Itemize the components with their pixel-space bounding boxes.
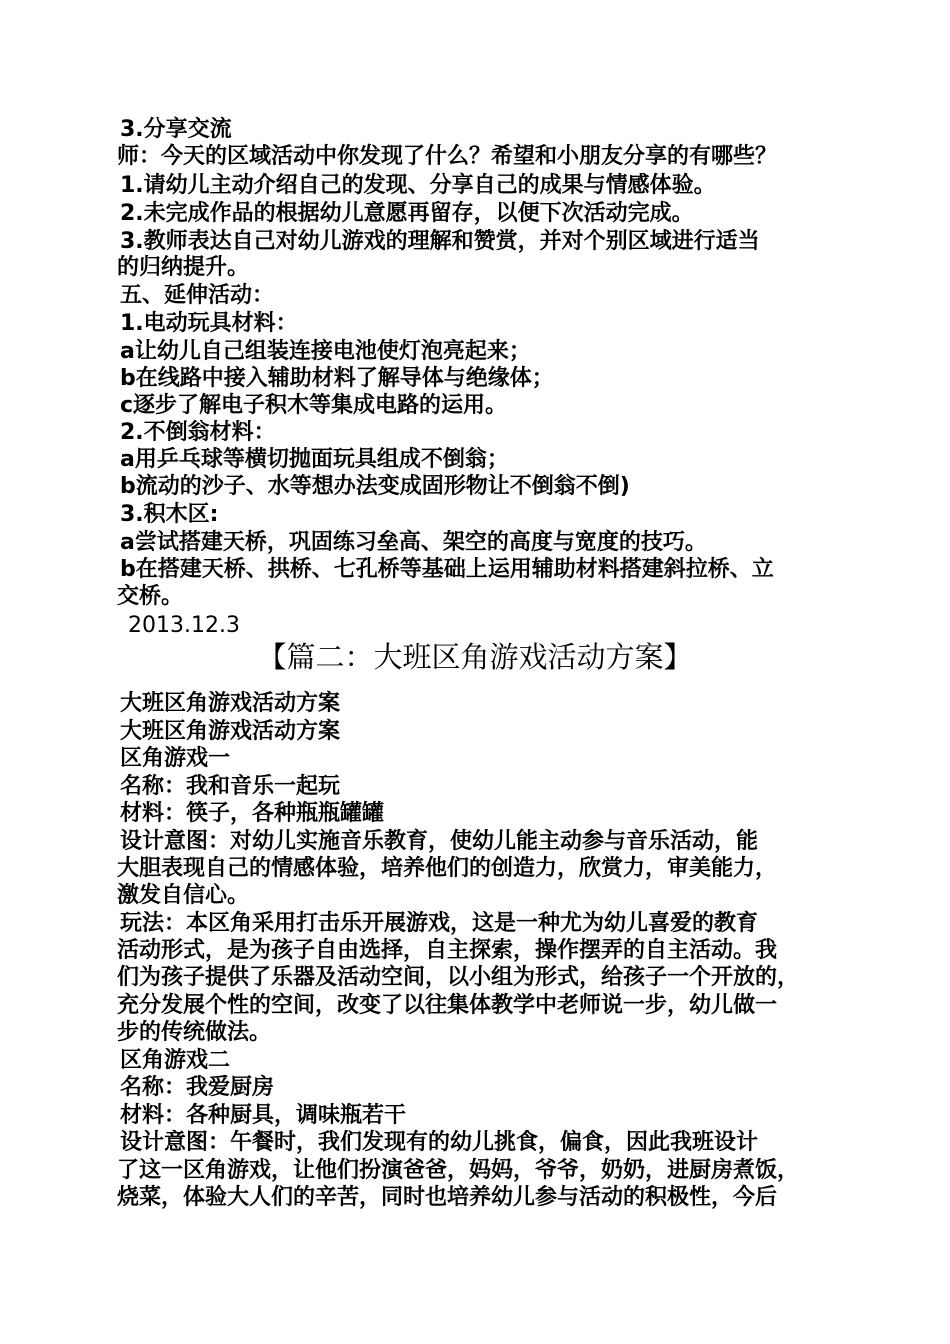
text-line: 材料：筷子，各种瓶瓶罐罐	[120, 801, 385, 826]
chapter-heading: 【篇二：大班区角游戏活动方案】	[257, 640, 693, 674]
text-line: 大班区角游戏活动方案	[120, 691, 341, 716]
text-line: c逐步了解电子积木等集成电路的运用。	[120, 393, 508, 418]
text-line: 大胆表现自己的情感体验，培养他们的创造力，欣赏力，审美能力，	[117, 856, 778, 881]
date-text: 2013.12.3	[128, 613, 240, 638]
text-line: 2.不倒翁材料：	[120, 420, 276, 445]
text-line: b在线路中接入辅助材料了解导体与绝缘体；	[120, 366, 554, 391]
section-heading: 五、延伸活动：	[120, 283, 275, 308]
text-line: 活动形式，是为孩子自由选择，自主探索，操作摆弄的自主活动。我	[117, 938, 778, 963]
text-line: 的归纳提升。	[117, 255, 250, 280]
text-line: 3.积木区:	[120, 502, 219, 527]
text-line: a尝试搭建天桥，巩固练习垒高、架空的高度与宽度的技巧。	[120, 530, 707, 555]
text-line: 材料：各种厨具，调味瓶若干	[120, 1103, 407, 1128]
text-line: 设计意图：午餐时，我们发现有的幼儿挑食，偏食，因此我班设计	[120, 1130, 759, 1155]
text-line: 师：今天的区域活动中你发现了什么？希望和小朋友分享的有哪些？	[117, 144, 778, 169]
text-line: 设计意图：对幼儿实施音乐教育，使幼儿能主动参与音乐活动，能	[120, 829, 759, 854]
text-line: 了这一区角游戏，让他们扮演爸爸，妈妈，爷爷，奶奶，进厨房煮饭，	[117, 1158, 800, 1183]
text-line: 1.电动玩具材料：	[120, 311, 298, 336]
text-line: b在搭建天桥、拱桥、七孔桥等基础上运用辅助材料搭建斜拉桥、立	[120, 557, 774, 582]
text-line: 大班区角游戏活动方案	[120, 719, 341, 744]
text-line: 3.教师表达自己对幼儿游戏的理解和赞赏，并对个别区域进行适当	[120, 229, 760, 254]
text-line: 步的传统做法。	[117, 1020, 272, 1045]
text-line: 充分发展个性的空间，改变了以往集体教学中老师说一步，幼儿做一	[117, 993, 778, 1018]
text-line: 2.未完成作品的根据幼儿意愿再留存，以便下次活动完成。	[120, 201, 694, 226]
text-line: 激发自信心。	[117, 883, 250, 908]
text-line: 名称：我和音乐一起玩	[120, 774, 341, 799]
text-line: a让幼儿自己组装连接电池使灯泡亮起来；	[120, 339, 531, 364]
text-line: 名称：我爱厨房	[120, 1075, 275, 1100]
text-line: 区角游戏一	[120, 746, 231, 771]
text-line: 烧菜，体验大人们的辛苦，同时也培养幼儿参与活动的积极性，今后	[117, 1185, 778, 1210]
text-line: b流动的沙子、水等想办法变成固形物让不倒翁不倒)	[120, 474, 630, 499]
text-line: 们为孩子提供了乐器及活动空间，以小组为形式，给孩子一个开放的，	[117, 965, 800, 990]
text-line: a用乒乓球等横切抛面玩具组成不倒翁；	[120, 447, 509, 472]
text-line: 3.分享交流	[120, 117, 232, 142]
text-line: 1.请幼儿主动介绍自己的发现、分享自己的成果与情感体验。	[120, 173, 716, 198]
text-line: 玩法：本区角采用打击乐开展游戏，这是一种尤为幼儿喜爱的教育	[120, 911, 759, 936]
text-line: 区角游戏二	[120, 1048, 231, 1073]
text-line: 交桥。	[117, 584, 184, 609]
